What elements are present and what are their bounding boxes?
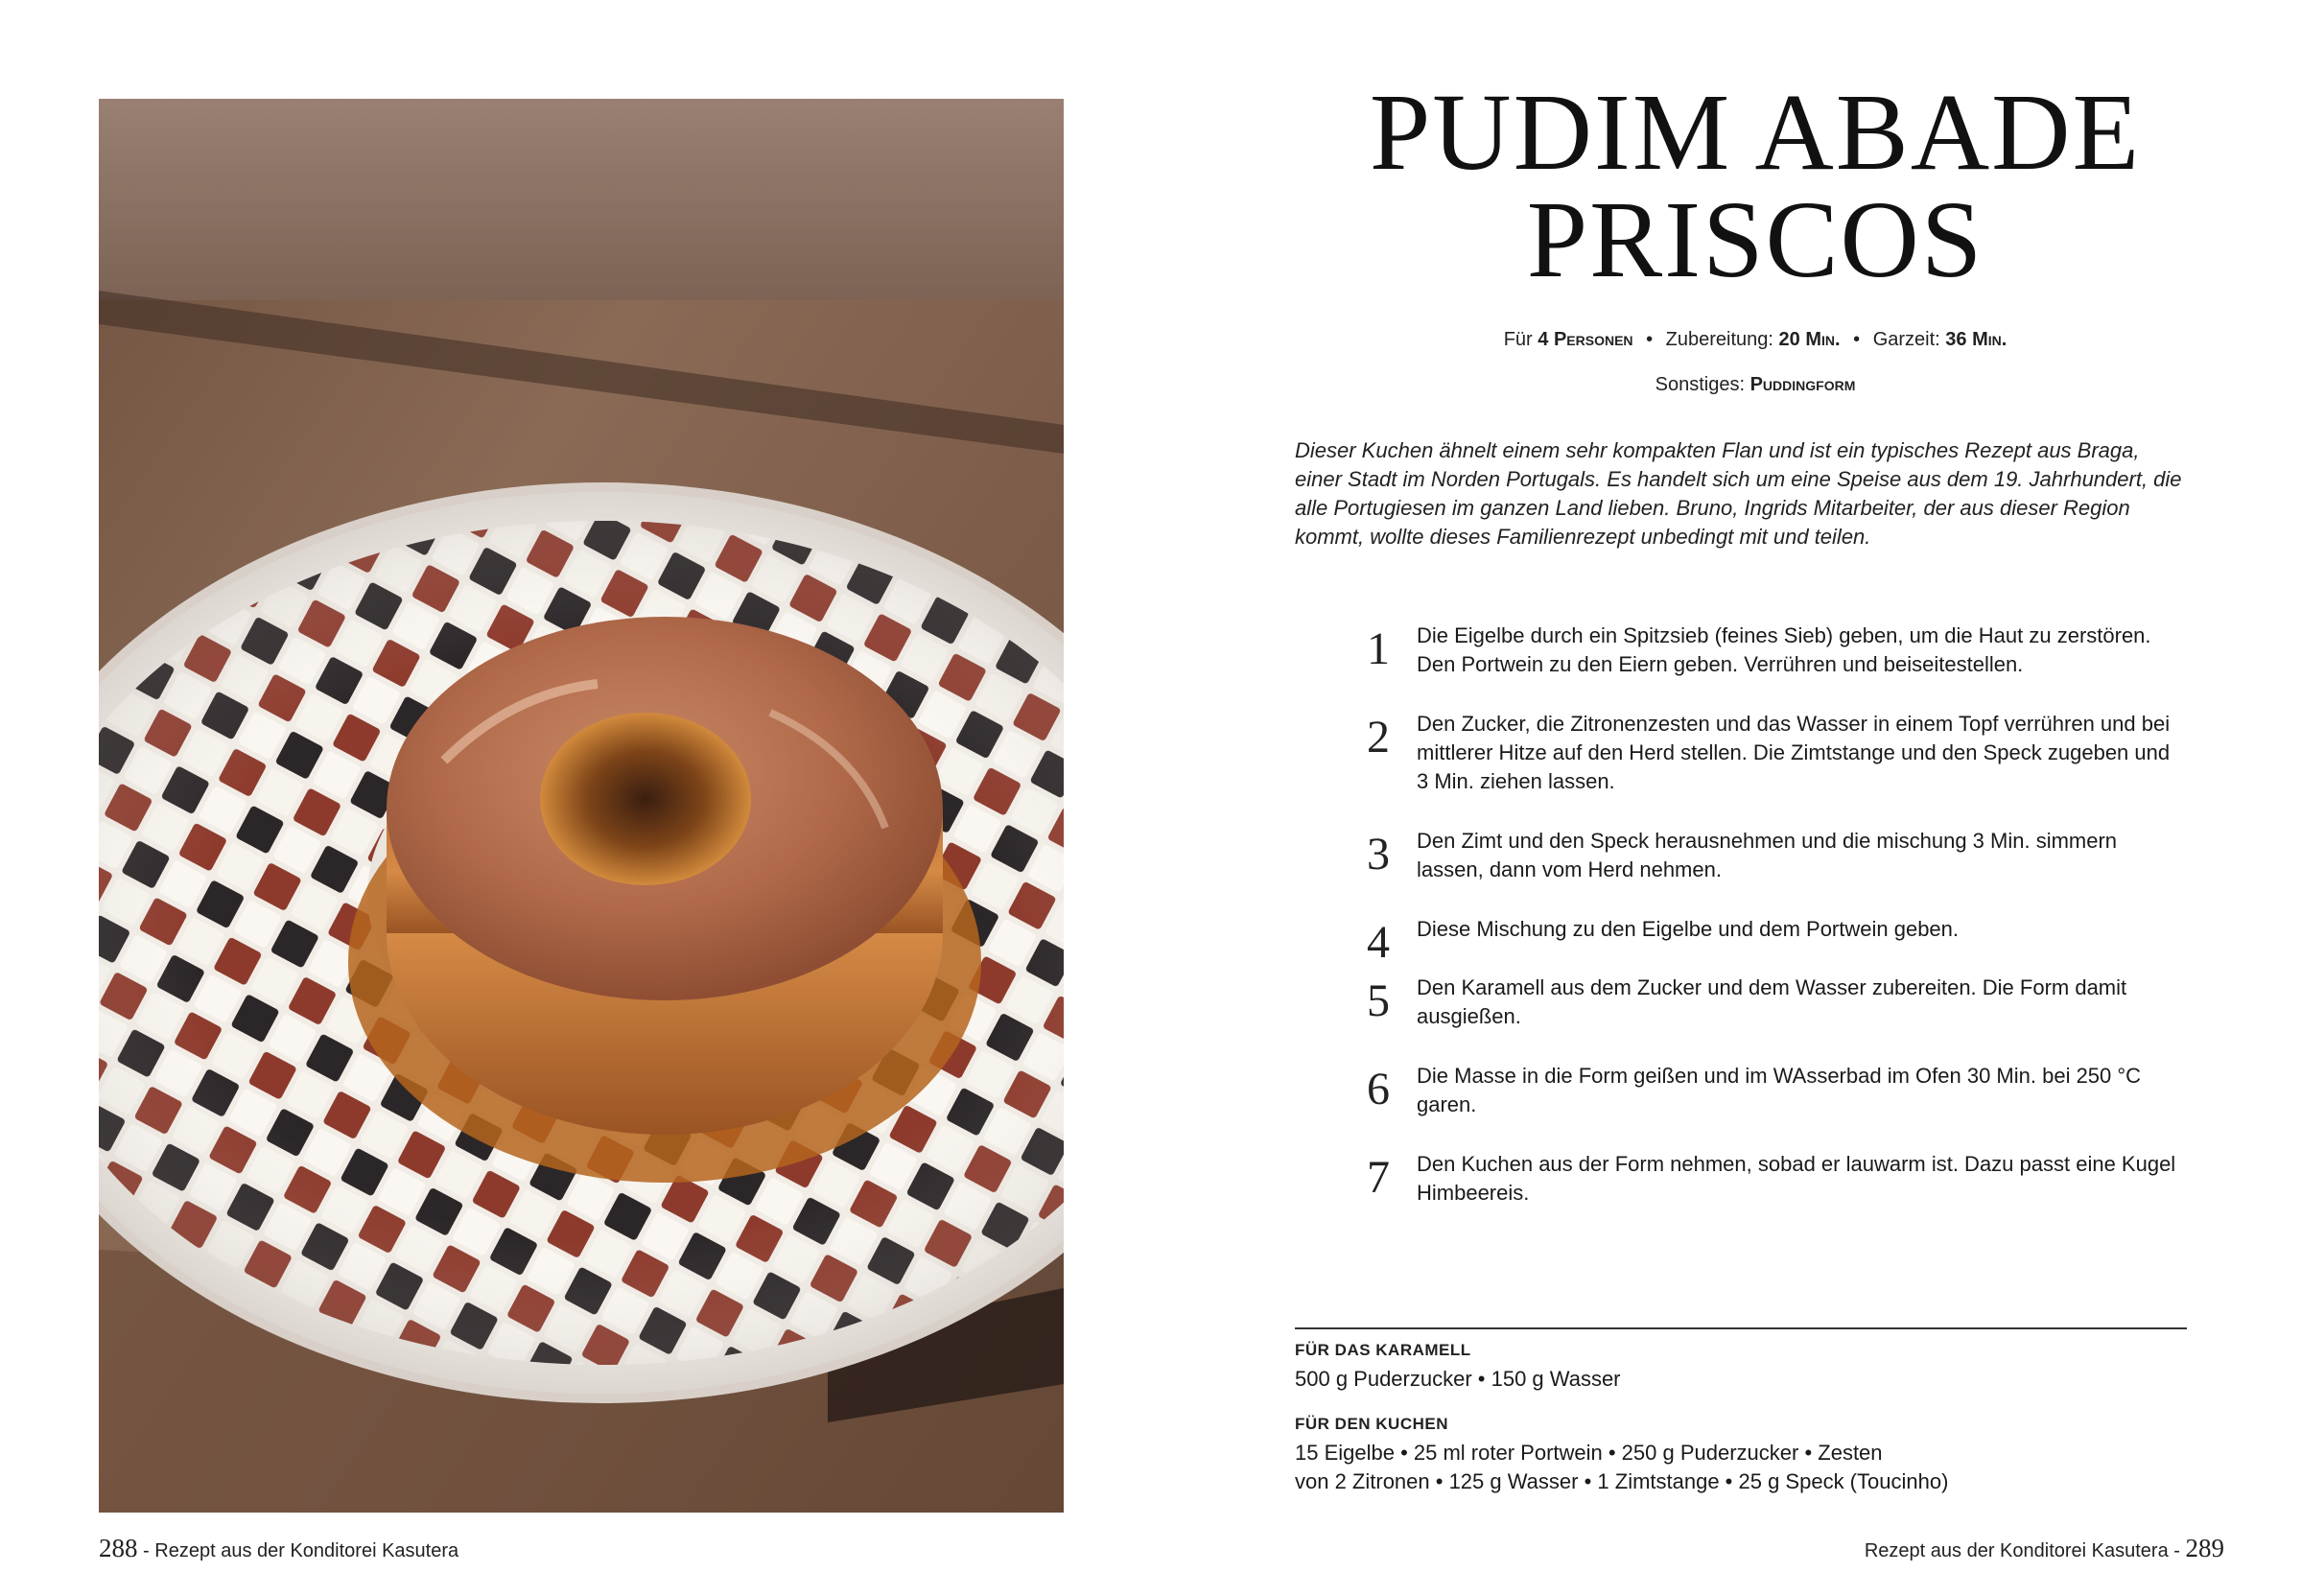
cake-heading: FÜR DEN KUCHEN: [1295, 1415, 1448, 1433]
title-line-1: PUDIM ABADE: [1369, 71, 2142, 193]
cook-label: Garzeit:: [1872, 329, 1940, 350]
cake-ingredients-line-1: 15 Eigelbe • 25 ml roter Portwein • 250 g Puderzucker • Zesten: [1295, 1441, 1883, 1465]
step-number: 4: [1367, 917, 1390, 968]
cook-time: 36 Min.: [1945, 329, 2008, 350]
step-text: Diese Mischung zu den Eigelbe und dem Portwein geben.: [1417, 917, 1960, 941]
step-6: [1295, 1062, 2187, 1138]
page-number-left: 288: [99, 1534, 138, 1562]
servings-unit: Personen: [1553, 329, 1633, 350]
step-number: 6: [1367, 1064, 1390, 1115]
caramel-heading: FÜR DAS KARAMELL: [1295, 1341, 1471, 1359]
step-7: [1295, 1150, 2187, 1227]
step-text: Die Eigelbe durch ein Spitzsieb (feines Sieb) geben, um die Haut zu zerstören. Den Portwein zu den Eiern geben. Verrühren und beiseitestellen.: [1417, 623, 2151, 676]
recipe-meta-other: [1290, 374, 2220, 396]
step-number: 7: [1367, 1152, 1390, 1203]
prep-time: 20 Min.: [1778, 329, 1841, 350]
recipe-meta-times: [1290, 329, 2220, 351]
step-text: Die Masse in die Form geißen und im WAsserbad im Ofen 30 Min. bei 250 °C garen.: [1417, 1064, 2142, 1116]
step-3: [1295, 827, 2187, 904]
meta-bullet: •: [1853, 329, 1861, 350]
meta-bullet: •: [1646, 329, 1654, 350]
recipe-title: [1290, 71, 2220, 300]
cake-ingredients-line-2: von 2 Zitronen • 125 g Wasser • 1 Zimtstange • 25 g Speck (Toucinho): [1295, 1469, 1949, 1493]
prep-label: Zubereitung:: [1665, 329, 1773, 350]
footer-right-text: Rezept aus der Konditorei Kasutera -: [1864, 1540, 2186, 1561]
footer-right: [1865, 1534, 2224, 1563]
servings-count: 4: [1538, 329, 1549, 350]
servings-label: Für: [1503, 329, 1533, 350]
step-text: Den Zimt und den Speck herausnehmen und die mischung 3 Min. simmern lassen, dann vom Herd nehmen.: [1417, 829, 2118, 881]
step-5: [1295, 974, 2187, 1050]
photo-illustration: [99, 99, 1064, 1513]
step-1: [1295, 622, 2187, 698]
ingredients-divider: [1295, 1327, 2187, 1329]
recipe-photo: [99, 99, 1064, 1513]
step-number: 1: [1367, 623, 1390, 674]
page-number-right: 289: [2185, 1534, 2224, 1562]
title-line-2: PRISCOS: [1526, 178, 1984, 300]
step-number: 2: [1367, 712, 1390, 763]
step-text: Den Kuchen aus der Form nehmen, sobad er lauwarm ist. Dazu passt eine Kugel Himbeereis.: [1417, 1152, 2176, 1205]
footer-left: [99, 1534, 458, 1563]
step-number: 3: [1367, 829, 1390, 880]
recipe-intro: Dieser Kuchen ähnelt einem sehr kompakten Flan und ist ein typisches Rezept aus Braga, einer Stadt im Norden Portugals. Es handelt sich um eine Speise aus dem 19. Jahrhundert, die alle Portugiesen im ganzen Land lieben. Bruno, Ingrids Mitarbeiter, der aus dieser Region kommt, wollte dieses Familienrezept unbedingt mit und teilen.: [1295, 438, 2182, 549]
other-label: Sonstiges:: [1655, 374, 1746, 395]
step-text: Den Zucker, die Zitronenzesten und das Wasser in einem Topf verrühren und bei mittlerer Hitze auf den Herd stellen. Die Zimtstange und den Speck zugeben und 3 Min. ziehen lassen.: [1417, 712, 2171, 793]
caramel-ingredients: 500 g Puderzucker • 150 g Wasser: [1295, 1367, 1621, 1391]
other-value: Puddingform: [1749, 374, 1856, 395]
step-number: 5: [1367, 975, 1390, 1026]
step-2: [1295, 710, 2187, 793]
step-text: Den Karamell aus dem Zucker und dem Wasser zubereiten. Die Form damit ausgießen.: [1417, 975, 2127, 1028]
footer-left-text: - Rezept aus der Konditorei Kasutera: [137, 1540, 459, 1561]
